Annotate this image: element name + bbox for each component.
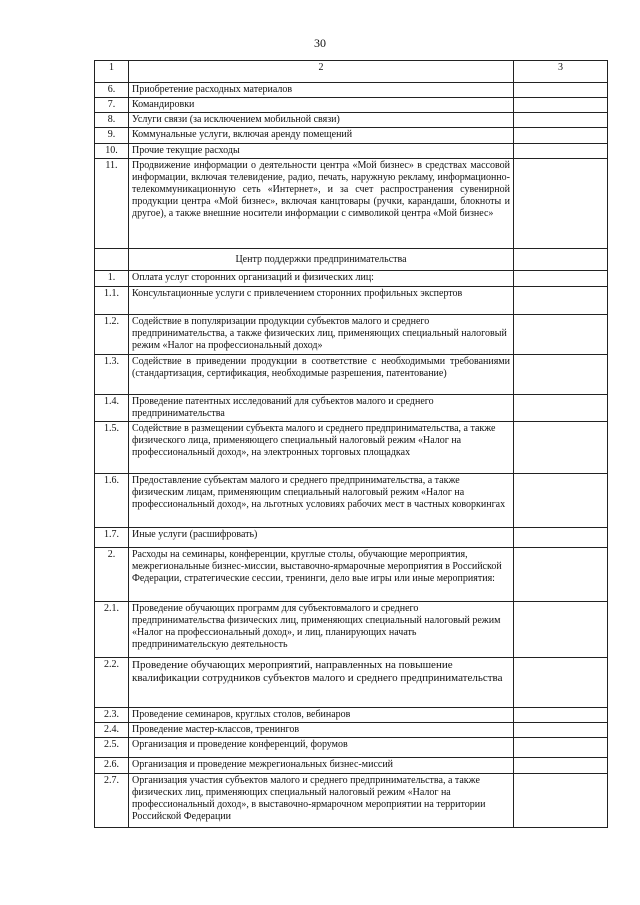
row-value <box>514 128 608 144</box>
page-number: 30 <box>314 36 326 50</box>
row-number: 2.4. <box>95 723 129 738</box>
row-description: Приобретение расходных материалов <box>129 83 514 98</box>
row-value <box>514 159 608 249</box>
row-description: Оплата услуг сторонних организаций и физических лиц: <box>129 271 514 287</box>
row-number: 1. <box>95 271 129 287</box>
table-row <box>95 738 608 758</box>
table-header-row <box>95 61 608 83</box>
row-value <box>514 723 608 738</box>
row-description: Услуги связи (за исключением мобильной связи) <box>129 113 514 128</box>
row-description: Проведение патентных исследований для субъектов малого и среднего предпринимательства <box>129 395 514 422</box>
row-number: 2.7. <box>95 774 129 828</box>
table-row <box>95 271 608 287</box>
row-description: Проведение обучающих программ для субъектовмалого и среднего предпринимательства физических лиц, применяющих специальный налоговый режим «Налог на профессиональный доход», и лиц, планирующих начать предпринимательскую деятельность <box>129 602 514 658</box>
row-description: Проведение обучающих мероприятий, направленных на повышение квалификации сотрудников субъектов малого и среднего предпринимательства <box>129 658 514 708</box>
section-title: Центр поддержки предпринимательства <box>129 249 514 271</box>
row-number: 10. <box>95 144 129 159</box>
row-value <box>514 658 608 708</box>
row-value <box>514 287 608 315</box>
row-value <box>514 83 608 98</box>
row-number: 8. <box>95 113 129 128</box>
row-value <box>514 708 608 723</box>
row-number: 2.5. <box>95 738 129 758</box>
row-value <box>514 315 608 355</box>
table-row <box>95 83 608 98</box>
row-value <box>514 144 608 159</box>
row-description: Продвижение информации о деятельности центра «Мой бизнес» в средствах массовой информации, включая телевидение, радио, печать, наружную рекламу, информационно-телекоммуникационную сеть «Интернет», и за счет распространения сувенирной продукции центра «Мой бизнес», включая канцтовары (ручки, карандаши, блокноты и другое), а также внешние носители информации с символикой центра «Мой бизнес» <box>129 159 514 249</box>
table-row <box>95 113 608 128</box>
row-value <box>514 271 608 287</box>
row-description: Проведение семинаров, круглых столов, вебинаров <box>129 708 514 723</box>
row-number: 9. <box>95 128 129 144</box>
row-description: Проведение мастер-классов, тренингов <box>129 723 514 738</box>
row-number: 2.6. <box>95 758 129 774</box>
section-header-row <box>95 249 608 271</box>
row-number: 1.1. <box>95 287 129 315</box>
row-value <box>514 355 608 395</box>
row-value <box>514 98 608 113</box>
row-description: Иные услуги (расшифровать) <box>129 528 514 548</box>
row-value <box>514 528 608 548</box>
table-row <box>95 528 608 548</box>
row-value <box>514 774 608 828</box>
table-row <box>95 602 608 658</box>
row-description: Предоставление субъектам малого и среднего предпринимательства, а также физическим лицам, применяющим специальный налоговый режим «Налог на профессиональный доход», на льготных условиях рабочих мест в частных коворкингах <box>129 474 514 528</box>
row-number: 1.6. <box>95 474 129 528</box>
table-row <box>95 708 608 723</box>
table-row <box>95 128 608 144</box>
row-description: Организация и проведение межрегиональных бизнес-миссий <box>129 758 514 774</box>
row-value <box>514 738 608 758</box>
row-number: 1.3. <box>95 355 129 395</box>
row-number: 1.2. <box>95 315 129 355</box>
row-value <box>514 602 608 658</box>
row-description: Содействие в приведении продукции в соответствие с необходимыми требованиями (стандартизация, сертификация, необходимые разрешения, патентование) <box>129 355 514 395</box>
row-description: Содействие в популяризации продукции субъектов малого и среднего предпринимательства, а также физических лиц, применяющих специальный налоговый режим «Налог на профессиональный доход» <box>129 315 514 355</box>
row-number: 6. <box>95 83 129 98</box>
row-number: 11. <box>95 159 129 249</box>
row-description: Расходы на семинары, конференции, круглые столы, обучающие мероприятия, межрегиональные бизнес-миссии, выставочно-ярмарочные мероприятия в Российской Федерации, стратегические сессии, тренинги, дело вые игры или иные мероприятия: <box>129 548 514 602</box>
row-value <box>514 548 608 602</box>
table-row <box>95 355 608 395</box>
table-row <box>95 422 608 474</box>
row-value <box>514 474 608 528</box>
header-col-2: 2 <box>129 61 514 83</box>
table-row <box>95 774 608 828</box>
row-number: 7. <box>95 98 129 113</box>
table-row <box>95 287 608 315</box>
row-description: Содействие в размещении субъекта малого и среднего предпринимательства, а также физического лица, применяющего специальный налоговый режим «Налог на профессиональный доход», на электронных торговых площадках <box>129 422 514 474</box>
table-row <box>95 474 608 528</box>
table-row <box>95 548 608 602</box>
row-number: 1.5. <box>95 422 129 474</box>
row-number: 1.7. <box>95 528 129 548</box>
row-number: 2.1. <box>95 602 129 658</box>
header-col-1: 1 <box>95 61 129 83</box>
row-description: Прочие текущие расходы <box>129 144 514 159</box>
table-row <box>95 758 608 774</box>
table-row <box>95 315 608 355</box>
row-value <box>514 113 608 128</box>
table-row <box>95 98 608 113</box>
row-number: 2.3. <box>95 708 129 723</box>
row-number: 1.4. <box>95 395 129 422</box>
row-description: Организация и проведение конференций, форумов <box>129 738 514 758</box>
row-value <box>514 422 608 474</box>
row-number: 2. <box>95 548 129 602</box>
row-number: 2.2. <box>95 658 129 708</box>
header-col-3: 3 <box>514 61 608 83</box>
row-description: Консультационные услуги с привлечением сторонних профильных экспертов <box>129 287 514 315</box>
table-row <box>95 159 608 249</box>
row-description: Организация участия субъектов малого и среднего предпринимательства, а также физических лиц, применяющих специальный налоговый режим «Налог на профессиональный доход», в выставочно-ярмарочном мероприятии на территории Российской Федерации <box>129 774 514 828</box>
table-row <box>95 723 608 738</box>
table-row <box>95 395 608 422</box>
row-value <box>514 758 608 774</box>
budget-table <box>94 60 608 828</box>
table-row <box>95 144 608 159</box>
row-description: Коммунальные услуги, включая аренду помещений <box>129 128 514 144</box>
table-row <box>95 658 608 708</box>
row-description: Командировки <box>129 98 514 113</box>
row-value <box>514 395 608 422</box>
